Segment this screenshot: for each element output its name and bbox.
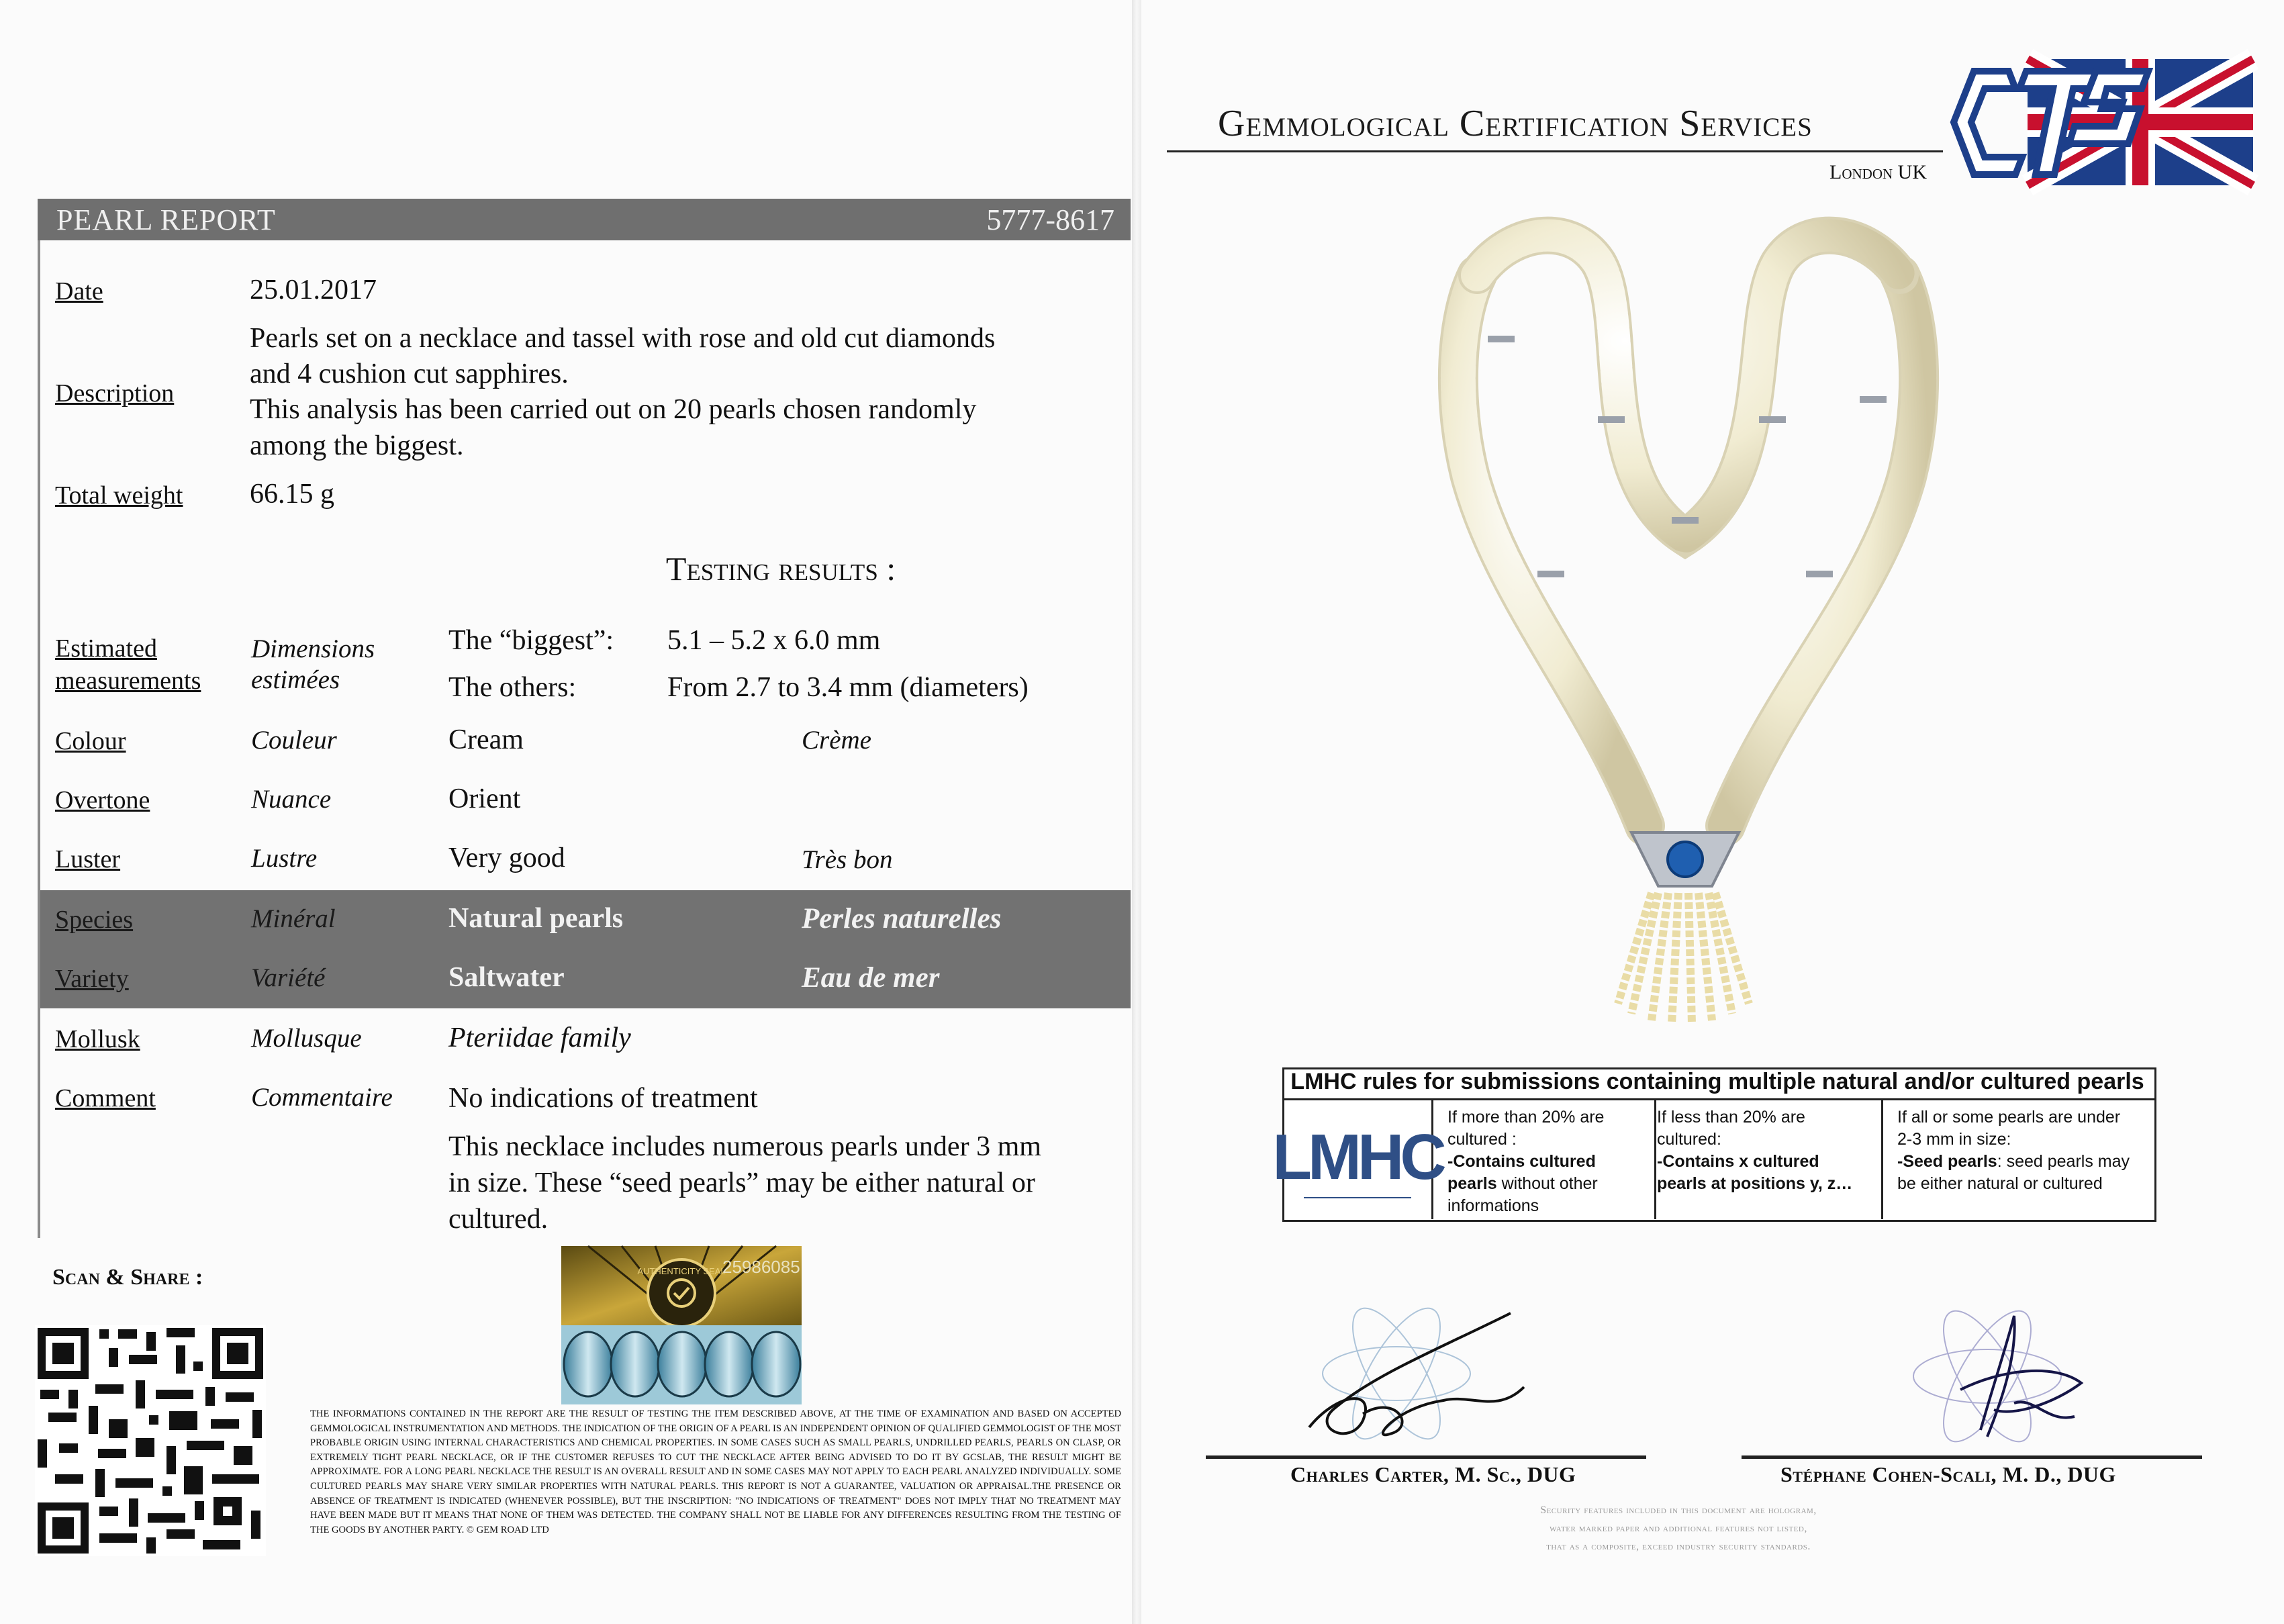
variety-fr-label: Variété [251, 963, 326, 992]
gcs-logo [1947, 56, 2256, 188]
description-line-1: Pearls set on a necklace and tassel with rose and old cut diamonds [250, 323, 996, 354]
description-label: Description [55, 379, 175, 408]
biggest-label: The “biggest”: [448, 625, 614, 656]
species-value: Natural pearls [448, 903, 624, 934]
others-value: From 2.7 to 3.4 mm (diameters) [667, 672, 1029, 703]
report-number: 5777-8617 [986, 203, 1114, 236]
description-line-4: among the biggest. [250, 430, 464, 461]
overtone-value: Orient [448, 783, 521, 814]
signature-line-left [1206, 1455, 1646, 1459]
variety-label: Variety [55, 965, 129, 993]
signature-stephane-cohen-scali [1880, 1302, 2108, 1457]
comment-line-4: cultured. [448, 1204, 549, 1235]
lmhc-cell-seed-pearls: If all or some pearls are under 2-3 mm in size: -Seed pearls: seed pearls may be either natural or cultured [1897, 1108, 2130, 1193]
mollusk-label: Mollusk [55, 1025, 140, 1053]
lmhc-title-rule [1282, 1098, 2155, 1100]
signature-line-right [1742, 1455, 2202, 1459]
luster-value-fr: Très bon [802, 845, 893, 874]
colour-fr-label: Couleur [251, 726, 337, 755]
species-value-fr: Perles naturelles [802, 903, 1002, 935]
disclaimer-text: THE INFORMATIONS CONTAINED IN THE REPORT ARE THE RESULT OF TESTING THE ITEM DESCRIBED ABOVE, AT THE TIME OF EXAMINATION AND BASED ON ACCEPTED GEMMOLOGICAL INSTRUMENTATION AND METHODS. THE INDICATION OF THE ORIGIN OF A PEARL IS AN INDEPENDENT OPINION OF QUALIFIED GEMMOLOGIST OF THE MOST PROBABLE ORIGIN USING INTERNAL CHARACTERISTICS AND CHEMICAL PROPERTIES. IN SOME CASES SUCH AS SMALL PEARLS, UNDRILLED PEARLS, PEARLS ON CLASP, OR EXTREMELY TIGHT PEARL NECKLACE, OR IF THE CUSTOMER REFUSES TO CUT THE NECKLACE AFTER BEING ADVISED TO DO IT BY GCSLAB, THE RESULT MIGHT BE APPROXIMATE. FOR A LONG PEARL NECKLACE THE RESULT IS AN OVERALL RESULT AND IN SOME CASES MAY NOT APPLY TO EACH PEARL ANALYZED INDIVIDUALLY. SOME CULTURED PEARLS MAY SHARE VERY SIMILAR PROPERTIES WITH NATURAL PEARLS. THIS REPORT IS NOT A GUARANTEE, VALUATION OR APPRAISAL.THE PRESENCE OR ABSENCE OF TREATMENT IS INDICATED (WHENEVER POSSIBLE), BUT THE INSCRIPTION: "NO INDICATIONS OF TREATMENT" DOES NOT IMPLY THAT NO TREATMENT MAY HAVE BEEN MADE BUT IT MEANS THAT NONE OF THEM WAS DETECTED. THE COMPANY SHALL NOT BE LIABLE FOR ANY DIFFERENCES RESULTING FROM THE TESTING OF THE GOODS BY ANOTHER PARTY. © GEM ROAD LTD [310, 1408, 1121, 1535]
comment-fr-label: Commentaire [251, 1083, 393, 1112]
lmhc-col-divider-3 [1881, 1098, 1883, 1219]
security-features-note: Security features included in this document are hologram, water marked paper and additional features not listed, that as a composite, exceed industry security standards. [1540, 1504, 1817, 1552]
report-left-border [38, 240, 40, 1238]
comment-value: No indications of treatment [448, 1083, 758, 1114]
colour-value-fr: Crème [802, 726, 871, 755]
tassel [1618, 832, 1749, 1024]
signatory-left-name: Charles Carter, M. Sc., DUG [1290, 1462, 1576, 1486]
weight-label: Total weight [55, 481, 183, 510]
header-rule [1167, 150, 1943, 152]
comment-line-3: in size. These “seed pearls” may be either natural or [448, 1167, 1035, 1198]
mollusk-fr-label: Mollusque [251, 1024, 362, 1053]
scan-share-label: Scan & Share : [52, 1265, 203, 1290]
mollusk-value: Pteriidae family [448, 1022, 631, 1053]
comment-line-2: This necklace includes numerous pearls under 3 mm [448, 1131, 1041, 1162]
description-line-2: and 4 cushion cut sapphires. [250, 359, 569, 389]
colour-label: Colour [55, 727, 126, 755]
overtone-fr-label: Nuance [251, 785, 332, 814]
measurements-fr-2: estimées [251, 665, 340, 694]
lmhc-title: LMHC rules for submissions containing multiple natural and/or cultured pearls [1290, 1069, 2144, 1094]
description-line-3: This analysis has been carried out on 20 pearls chosen randomly [250, 394, 977, 425]
lmhc-cell-over-20: If more than 20% are cultured : -Contains cultured pearls without other informations [1447, 1108, 1605, 1215]
measurements-label-1: Estimated [55, 634, 157, 663]
luster-label: Luster [55, 845, 121, 873]
colour-value: Cream [448, 724, 524, 755]
signature-charles-carter [1296, 1293, 1551, 1454]
variety-value-fr: Eau de mer [802, 962, 940, 994]
hologram-seal [561, 1246, 802, 1404]
weight-value: 66.15 g [250, 479, 334, 510]
qr-code[interactable] [35, 1325, 266, 1556]
company-name: Gemmological Certification Services [1218, 103, 1813, 144]
testing-heading: Testing results : [665, 550, 896, 587]
hologram-ring-text: AUTHENTICITY SEAL [637, 1266, 726, 1276]
report-title: PEARL REPORT [56, 203, 276, 236]
lmhc-logo [1272, 1106, 1443, 1214]
company-location: London UK [1829, 161, 1927, 183]
variety-value: Saltwater [448, 962, 565, 993]
others-label: The others: [448, 672, 577, 703]
lmhc-col-divider-2 [1654, 1098, 1656, 1219]
date-value: 25.01.2017 [250, 275, 377, 305]
species-label: Species [55, 906, 134, 934]
luster-fr-label: Lustre [251, 844, 318, 873]
report-header-bar [38, 199, 1131, 240]
date-label: Date [55, 277, 103, 305]
overtone-label: Overtone [55, 786, 150, 814]
signatory-right-name: Stéphane Cohen-Scali, M. D., DUG [1780, 1462, 2116, 1486]
biggest-value: 5.1 – 5.2 x 6.0 mm [667, 625, 881, 656]
pearl-necklace-photo [1430, 222, 1994, 1027]
page-fold [1132, 0, 1141, 1624]
luster-value: Very good [448, 843, 565, 873]
lmhc-cell-under-20: If less than 20% are cultured: -Contains x cultured pearls at positions y, z… [1657, 1108, 1853, 1193]
measurements-fr-1: Dimensions [251, 634, 375, 663]
measurements-label-2: measurements [55, 667, 201, 695]
species-fr-label: Minéral [251, 904, 336, 933]
lmhc-logo-text: LMHC [1272, 1121, 1443, 1193]
comment-label: Comment [55, 1084, 156, 1112]
hologram-number: 25986085 [722, 1257, 800, 1277]
